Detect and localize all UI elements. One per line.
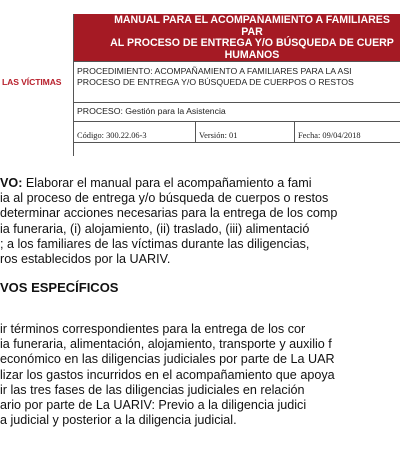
objective-paragraph [0,176,400,267]
institution-logo-text: LAS VÍCTIMAS [2,77,62,87]
document-version: Versión: 01 [199,131,238,140]
objective-text: Elaborar el manual para el acompañamiento a fami ia al proceso de entrega y/o búsqueda de cuerpos o restos determinar acciones necesarias para la entrega de los comp ia funeraria, (i) alojamiento, (ii) traslado, (iii) alimentació ; a los familiares de las víctimas durante las diligencias, ros establecidos por la UARIV. [0,176,338,267]
document-code: Código: 300.22.06-3 [77,131,147,140]
table-border [195,121,196,142]
process-name: PROCESO: Gestión para la Asistencia [77,106,226,116]
table-border [73,121,400,122]
logo-cell [0,14,73,156]
table-border [73,102,400,103]
table-border [294,121,295,142]
table-border [73,142,400,143]
specific-objectives-heading: VOS ESPECÍFICOS [0,280,119,295]
document-title: MANUAL PARA EL ACOMPAÑAMIENTO A FAMILIARES PAR AL PROCESO DE ENTREGA Y/O BÚSQUEDA DE CUERP HUMANOS [74,14,400,61]
objective-label: VO: [0,176,23,190]
specific-objectives-text: ir términos correspondientes para la entrega de los cor ia funeraria, alimentación, alojamiento, transporte y auxilio f económico en las diligencias judiciales por parte de La UAR lizar los gastos incurridos en el acompañamiento que apoya ir las tres fases de las diligencias judiciales en relación ario por parte de La UARIV: Previo a la diligencia judici a judicial y posterior a la diligencia judicial. [0,322,335,428]
procedure-name: PROCEDIMIENTO: ACOMPAÑAMIENTO A FAMILIARES PARA LA ASI PROCESO DE ENTREGA Y/O BÚSQUEDA DE CUERPOS O RESTOS [77,66,354,87]
document-header [0,14,400,156]
document-date: Fecha: 09/04/2018 [298,131,361,140]
